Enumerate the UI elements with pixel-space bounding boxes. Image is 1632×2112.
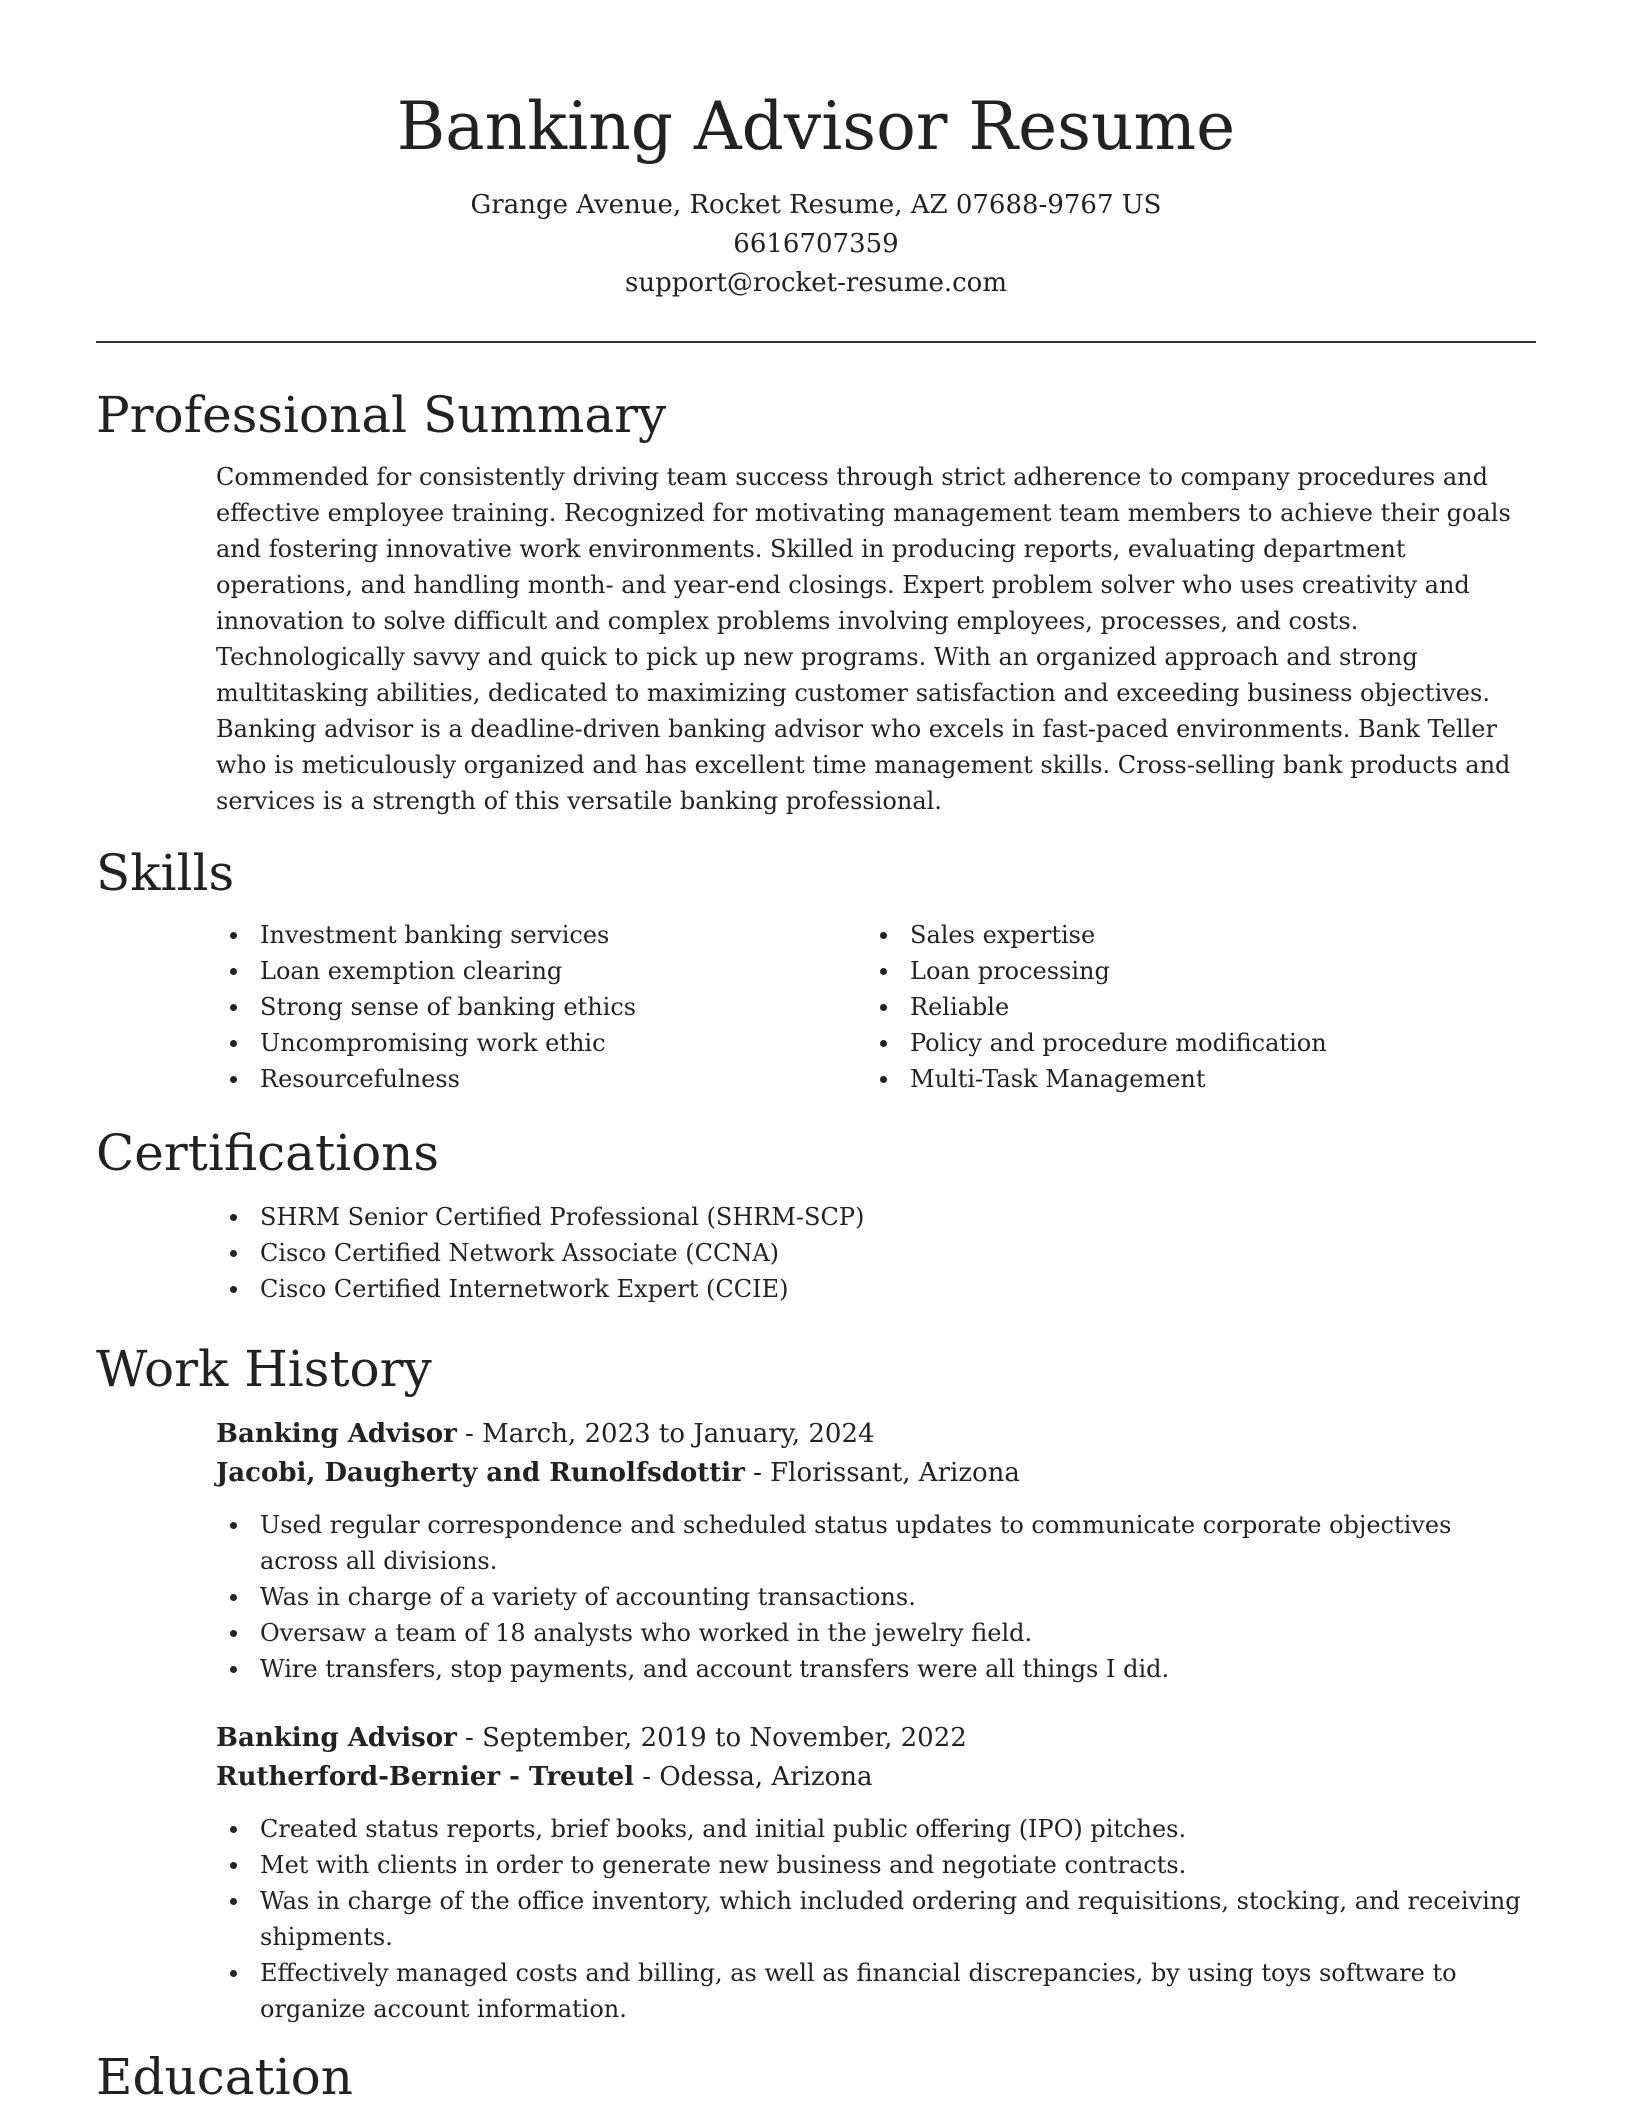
job-duty: Was in charge of the office inventory, which included ordering and requisitions, stocking, and receiving shipments.: [216, 1883, 1536, 1955]
job-duty: Met with clients in order to generate new business and negotiate contracts.: [216, 1847, 1536, 1883]
job-duties-list: [216, 1811, 1536, 2027]
skills-heading: Skills: [96, 844, 235, 902]
job-title-line: [216, 1719, 1536, 1758]
certifications-heading: Certifications: [96, 1124, 440, 1182]
skill-item: Resourcefulness: [216, 1061, 866, 1097]
job-duty: Wire transfers, stop payments, and account transfers were all things I did.: [216, 1651, 1536, 1687]
skills-left-column: [216, 917, 866, 1097]
job-duties-list: [216, 1507, 1536, 1687]
skill-item: Policy and procedure modification: [866, 1025, 1516, 1061]
job-dates: - September, 2019 to November, 2022: [456, 1723, 967, 1753]
job-company-line: [216, 1758, 1536, 1797]
job-title-line: [216, 1415, 1536, 1454]
contact-block: [96, 186, 1536, 303]
job-company-line: [216, 1454, 1536, 1493]
job-role: Banking Advisor: [216, 1723, 457, 1753]
summary-section: [96, 383, 1536, 819]
resume-page: [96, 0, 1536, 2112]
skill-item: Loan exemption clearing: [216, 953, 866, 989]
header-divider: [96, 341, 1536, 343]
job-company: Jacobi, Daugherty and Runolfsdottir: [216, 1458, 745, 1488]
job-dates: - March, 2023 to January, 2024: [456, 1419, 875, 1449]
job-role: Banking Advisor: [216, 1419, 457, 1449]
job-duty: Was in charge of a variety of accounting transactions.: [216, 1579, 1536, 1615]
skill-item: Sales expertise: [866, 917, 1516, 953]
work-history-heading: Work History: [96, 1340, 432, 1398]
job-location: - Florissant, Arizona: [744, 1458, 1020, 1488]
resume-header: [96, 0, 1536, 303]
certification-item: SHRM Senior Certified Professional (SHRM-SCP): [216, 1199, 1536, 1235]
certifications-section: [96, 1121, 1536, 1307]
certification-item: Cisco Certified Network Associate (CCNA): [216, 1235, 1536, 1271]
skills-right-column: [866, 917, 1516, 1097]
job-duty: Oversaw a team of 18 analysts who worked in the jewelry field.: [216, 1615, 1536, 1651]
contact-phone: 6616707359: [733, 229, 899, 259]
skills-section: [96, 841, 1536, 1097]
education-heading: Education: [96, 2048, 353, 2106]
job-duty: Used regular correspondence and scheduled status updates to communicate corporate objectives across all divisions.: [216, 1507, 1536, 1579]
job-duty: Effectively managed costs and billing, as well as financial discrepancies, by using toys software to organize account information.: [216, 1955, 1536, 2027]
skill-item: Uncompromising work ethic: [216, 1025, 866, 1061]
contact-email: support@rocket-resume.com: [624, 268, 1007, 298]
contact-address: Grange Avenue, Rocket Resume, AZ 07688-9767 US: [470, 190, 1162, 220]
job-company: Rutherford-Bernier - Treutel: [216, 1762, 635, 1792]
skill-item: Multi-Task Management: [866, 1061, 1516, 1097]
skill-item: Loan processing: [866, 953, 1516, 989]
resume-title: Banking Advisor Resume: [396, 88, 1236, 165]
job-duty: Created status reports, brief books, and initial public offering (IPO) pitches.: [216, 1811, 1536, 1847]
job-entry: [216, 1415, 1536, 1687]
skill-item: Strong sense of banking ethics: [216, 989, 866, 1025]
education-section: [96, 2045, 1536, 2109]
skill-item: Investment banking services: [216, 917, 866, 953]
work-history-section: [96, 1337, 1536, 2027]
summary-heading: Professional Summary: [96, 386, 667, 444]
skills-grid: [216, 917, 1536, 1097]
skill-item: Reliable: [866, 989, 1516, 1025]
job-location: - Odessa, Arizona: [634, 1762, 873, 1792]
certifications-list: [216, 1199, 1536, 1307]
certification-item: Cisco Certified Internetwork Expert (CCIE): [216, 1271, 1536, 1307]
summary-text: Commended for consistently driving team success through strict adherence to company procedures and effective employee training. Recognized for motivating management team members to achieve their goals and fostering innovative work environments. Skilled in producing reports, evaluating department operations, and handling month- and year-end closings. Expert problem solver who uses creativity and innovation to solve difficult and complex problems involving employees, processes, and costs. Technologically savvy and quick to pick up new programs. With an organized approach and strong multitasking abilities, dedicated to maximizing customer satisfaction and exceeding business objectives. Banking advisor is a deadline-driven banking advisor who excels in fast-paced environments. Bank Teller who is meticulously organized and has excellent time management skills. Cross-selling bank products and services is a strength of this versatile banking professional.: [216, 463, 1511, 815]
job-entry: [216, 1719, 1536, 2027]
